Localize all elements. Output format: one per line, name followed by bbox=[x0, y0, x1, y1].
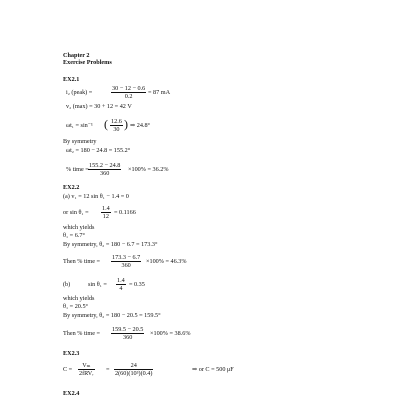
ex22-sine-fraction bbox=[101, 205, 111, 220]
ex22-time-b-fraction bbox=[111, 326, 144, 341]
ex22-sine-b-result: = 0.35 bbox=[129, 281, 145, 288]
ex22-which-yields-a: which yields bbox=[63, 224, 95, 231]
chapter-subtitle: Exercise Problems bbox=[63, 59, 112, 66]
ex21-peak-current-result: = 87 mA bbox=[148, 89, 171, 96]
ex22-sine-b-numerator: 1.4 bbox=[117, 277, 125, 284]
ex22-time-a-denominator: 360 bbox=[121, 262, 131, 269]
ex21-time-fraction bbox=[88, 162, 121, 177]
ex22-symmetry-b: By symmetry, θ₂ = 180 − 20.5 = 159.5° bbox=[63, 312, 161, 319]
ex21-second-angle: ωt₂ = 180 − 24.8 = 155.2° bbox=[66, 147, 131, 154]
ex21-left-paren: ( bbox=[104, 117, 108, 131]
ex23-value-numerator: 24 bbox=[114, 362, 153, 370]
ex21-angle-result: ⇒ 24.8° bbox=[130, 122, 151, 129]
exercise-2-1-heading: EX2.1 bbox=[63, 76, 80, 83]
ex21-symmetry-note: By symmetry bbox=[63, 138, 97, 145]
ex22-time-b-numerator: 159.5 − 20.5 bbox=[112, 326, 144, 333]
ex21-time-label: % time = bbox=[66, 166, 89, 173]
ex23-capacitance-label: C = bbox=[63, 366, 73, 373]
ex22-part-a-equation: (a) v₁ = 12 sin θ₁ − 1.4 = 0 bbox=[63, 193, 129, 200]
ex22-time-b-label: Then % time = bbox=[63, 330, 100, 337]
ex23-formula-fraction bbox=[78, 362, 95, 377]
ex22-sine-denominator: 12 bbox=[102, 213, 109, 220]
ex22-theta1-a: θ₁ = 6.7° bbox=[63, 232, 85, 239]
ex21-angle-numerator: 12.6 bbox=[111, 118, 122, 125]
ex22-symmetry-a: By symmetry, θ₂ = 180 − 6.7 = 173.3° bbox=[63, 241, 158, 248]
ex22-sine-b-fraction bbox=[116, 277, 126, 292]
ex22-time-b-denominator: 360 bbox=[123, 334, 133, 341]
ex21-time-denominator: 360 bbox=[100, 170, 110, 177]
ex22-which-yields-b: which yields bbox=[63, 295, 95, 302]
ex21-angle-fraction bbox=[110, 118, 123, 133]
exercise-2-3-heading: EX2.3 bbox=[63, 350, 80, 357]
ex21-peak-current-fraction bbox=[111, 85, 146, 100]
ex23-formula-numerator: Vₘ bbox=[78, 362, 95, 370]
ex22-sine-numerator: 1.4 bbox=[102, 205, 110, 212]
ex23-value-denominator: 2(60)(10³)(0.4) bbox=[115, 370, 153, 377]
ex21-peak-denominator: 0.2 bbox=[124, 93, 133, 100]
ex22-time-b-result: ×100% = 38.6% bbox=[150, 330, 191, 337]
ex23-equals-sign: = bbox=[106, 366, 110, 373]
ex22-part-b-label: (b) bbox=[63, 281, 71, 288]
ex22-sine-b-label: sin θ₁ = bbox=[88, 281, 107, 288]
ex23-result: ⇒ or C = 500 μF bbox=[192, 366, 234, 373]
ex21-angle-label: ωt₁ = sin⁻¹ bbox=[66, 122, 93, 129]
ex22-time-a-result: ×100% = 46.3% bbox=[146, 258, 187, 265]
chapter-title: Chapter 2 bbox=[63, 52, 90, 59]
ex23-value-fraction bbox=[114, 362, 153, 377]
ex22-sine-label: or sin θ₁ = bbox=[63, 209, 89, 216]
ex21-time-numerator: 155.2 − 24.8 bbox=[89, 162, 121, 169]
ex21-angle-denominator: 30 bbox=[113, 126, 120, 133]
ex21-max-voltage: v₂ (max) = 30 + 12 = 42 V bbox=[66, 103, 132, 110]
exercise-2-2-heading: EX2.2 bbox=[63, 184, 80, 191]
ex22-sine-result: = 0.1166 bbox=[114, 209, 136, 216]
ex22-time-a-fraction bbox=[111, 254, 141, 269]
ex22-sine-b-denominator: 4 bbox=[119, 285, 123, 292]
ex22-theta1-b: θ₁ = 20.5° bbox=[63, 303, 89, 310]
ex22-time-a-label: Then % time = bbox=[63, 258, 100, 265]
ex21-peak-numerator: 30 − 12 − 0.6 bbox=[112, 85, 146, 92]
ex21-time-result: ×100% = 36.2% bbox=[128, 166, 169, 173]
exercise-2-4-heading: EX2.4 bbox=[63, 390, 80, 397]
ex21-peak-current-label: i₂ (peak) = bbox=[66, 89, 93, 96]
ex21-right-paren: ) bbox=[124, 117, 128, 131]
ex22-time-a-numerator: 173.3 − 6.7 bbox=[112, 254, 141, 261]
ex23-formula-denominator: 2fRVᵣ bbox=[79, 370, 94, 377]
